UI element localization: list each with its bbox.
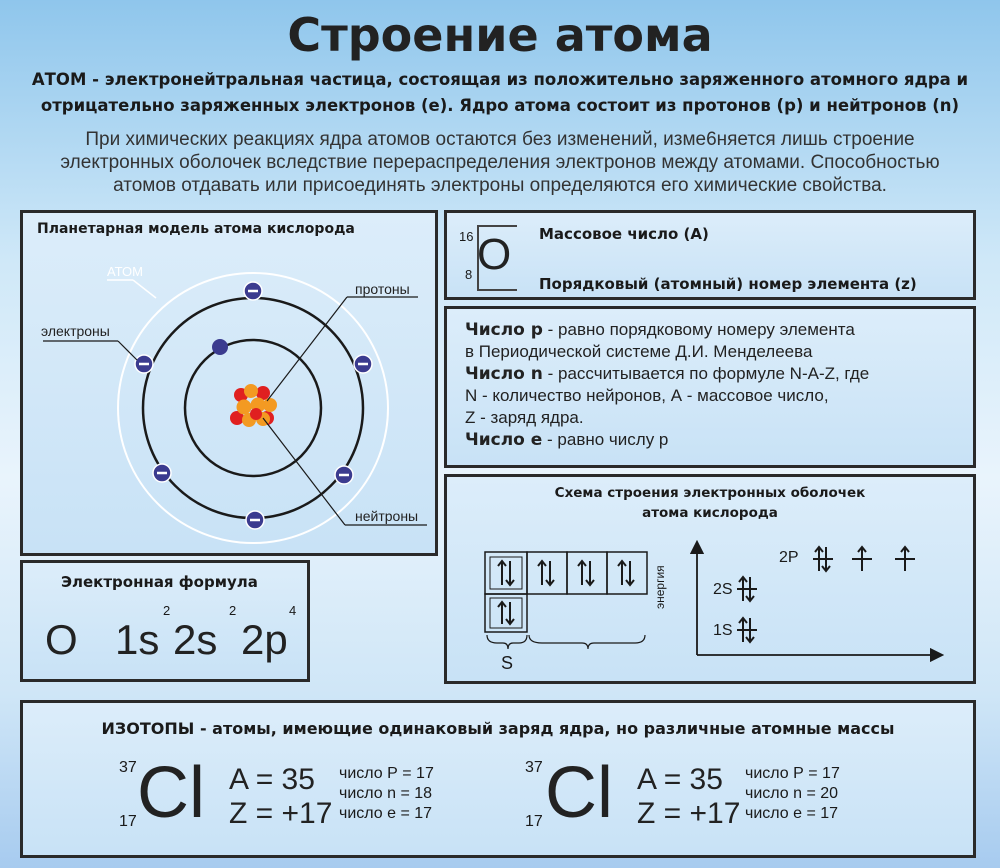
- isotope-1-z: 17: [119, 813, 137, 830]
- intro-line-1: При химических реакциях ядра атомов остаются без изменений, изме6няется лишь строение: [85, 129, 915, 150]
- shells-title-1: Схема строения электронных оболочек: [554, 485, 866, 501]
- inner-electron: [212, 339, 228, 355]
- isotope-2-n: число n = 20: [745, 785, 839, 802]
- rule-n-term: Число n: [465, 364, 543, 384]
- energy-axis-label: энергия: [653, 565, 667, 609]
- notation-panel: [444, 210, 976, 300]
- isotopes-panel: [20, 700, 976, 858]
- s-sublevel-label: S: [501, 653, 514, 673]
- electrons-label: электроны: [41, 323, 110, 339]
- atom-label: АТОМ: [107, 264, 143, 279]
- rule-e-term: Число е: [465, 430, 543, 450]
- formula-2s: 2s: [173, 616, 218, 663]
- isotope-2-p: число Р = 17: [745, 765, 840, 782]
- planetary-model-panel: [20, 210, 438, 556]
- formula-1s-sup: 2: [163, 603, 171, 618]
- rules-panel: [444, 306, 976, 468]
- electron-formula-title: Электронная формула: [61, 573, 258, 591]
- intro-line-2: электронных оболочек вследствие перераспределения электронов между атомами. Способностью: [60, 152, 940, 173]
- rule-n-text: - рассчитывается по формуле N-A-Z, где: [542, 364, 870, 383]
- formula-1s: 1s: [115, 616, 160, 663]
- rule-p-term: Число р: [465, 320, 543, 340]
- definition-line-1: АТОМ - электронейтральная частица, состоящая из положительно заряженного атомного ядра и: [31, 70, 969, 89]
- mass-number: 16: [459, 229, 474, 244]
- isotope-1-mass: 37: [119, 759, 137, 776]
- planetary-model-title: Планетарная модель атома кислорода: [37, 221, 355, 237]
- isotope-2-z: 17: [525, 813, 543, 830]
- isotope-2-a: A = 35: [637, 763, 723, 796]
- isotopes-term: ИЗОТОПЫ: [101, 719, 195, 738]
- formula-2s-sup: 2: [229, 603, 237, 618]
- mass-number-label: Массовое число (А): [539, 225, 709, 243]
- protons-label: протоны: [355, 281, 410, 297]
- atom-diagram: [23, 213, 435, 553]
- rule-n-text-3: Z - заряд ядра.: [465, 408, 584, 427]
- formula-2p: 2p: [241, 616, 288, 663]
- isotope-1-z-eq: Z = +17: [229, 797, 333, 830]
- formula-element: O: [45, 616, 78, 663]
- isotope-1-p: число Р = 17: [339, 765, 434, 782]
- atomic-number-label: Порядковый (атомный) номер элемента (z): [539, 275, 917, 293]
- shells-panel: [444, 474, 976, 684]
- isotopes-heading: [23, 719, 973, 738]
- intro-line-3: атомов отдавать или присоединять электроны определяются его химические свойства.: [113, 175, 887, 196]
- isotope-2-z-eq: Z = +17: [637, 797, 741, 830]
- atomic-number: 8: [465, 267, 473, 282]
- orbital-diagram: [447, 477, 973, 681]
- isotopes-definition: - атомы, имеющие одинаковый заряд ядра, но различные атомные массы: [194, 719, 895, 738]
- isotope-2-e: число е = 17: [745, 805, 839, 822]
- neutrons-label: нейтроны: [355, 508, 419, 524]
- rule-p-text-2: в Периодической системе Д.И. Менделеева: [465, 342, 813, 361]
- rule-p-text: - равно порядковому номеру элемента: [542, 320, 855, 339]
- rule-n-text-2: N - количество нейронов, А - массовое число,: [465, 386, 829, 405]
- nucleus: [230, 384, 277, 427]
- formula-2p-sup: 4: [289, 603, 297, 618]
- level-1s-label: 1S: [713, 622, 733, 639]
- isotope-1-n: число n = 18: [339, 785, 433, 802]
- isotope-2-symbol: Cl: [545, 753, 613, 833]
- level-2p-label: 2P: [779, 549, 799, 566]
- level-2s-label: 2S: [713, 581, 733, 598]
- isotope-1-symbol: Cl: [137, 753, 205, 833]
- isotope-1-e: число е = 17: [339, 805, 433, 822]
- page-title: Строение атома: [287, 8, 713, 62]
- isotope-1-a: A = 35: [229, 763, 315, 796]
- electron-formula-panel: [20, 560, 310, 682]
- element-symbol: O: [477, 230, 512, 279]
- shells-title-2: атома кислорода: [642, 505, 778, 521]
- isotope-2-mass: 37: [525, 759, 543, 776]
- definition-line-2: отрицательно заряженных электронов (е). Ядро атома состоит из протонов (р) и нейтронов (n): [40, 96, 960, 115]
- rules-text: [465, 319, 965, 451]
- rule-e-text: - равно числу р: [542, 430, 669, 449]
